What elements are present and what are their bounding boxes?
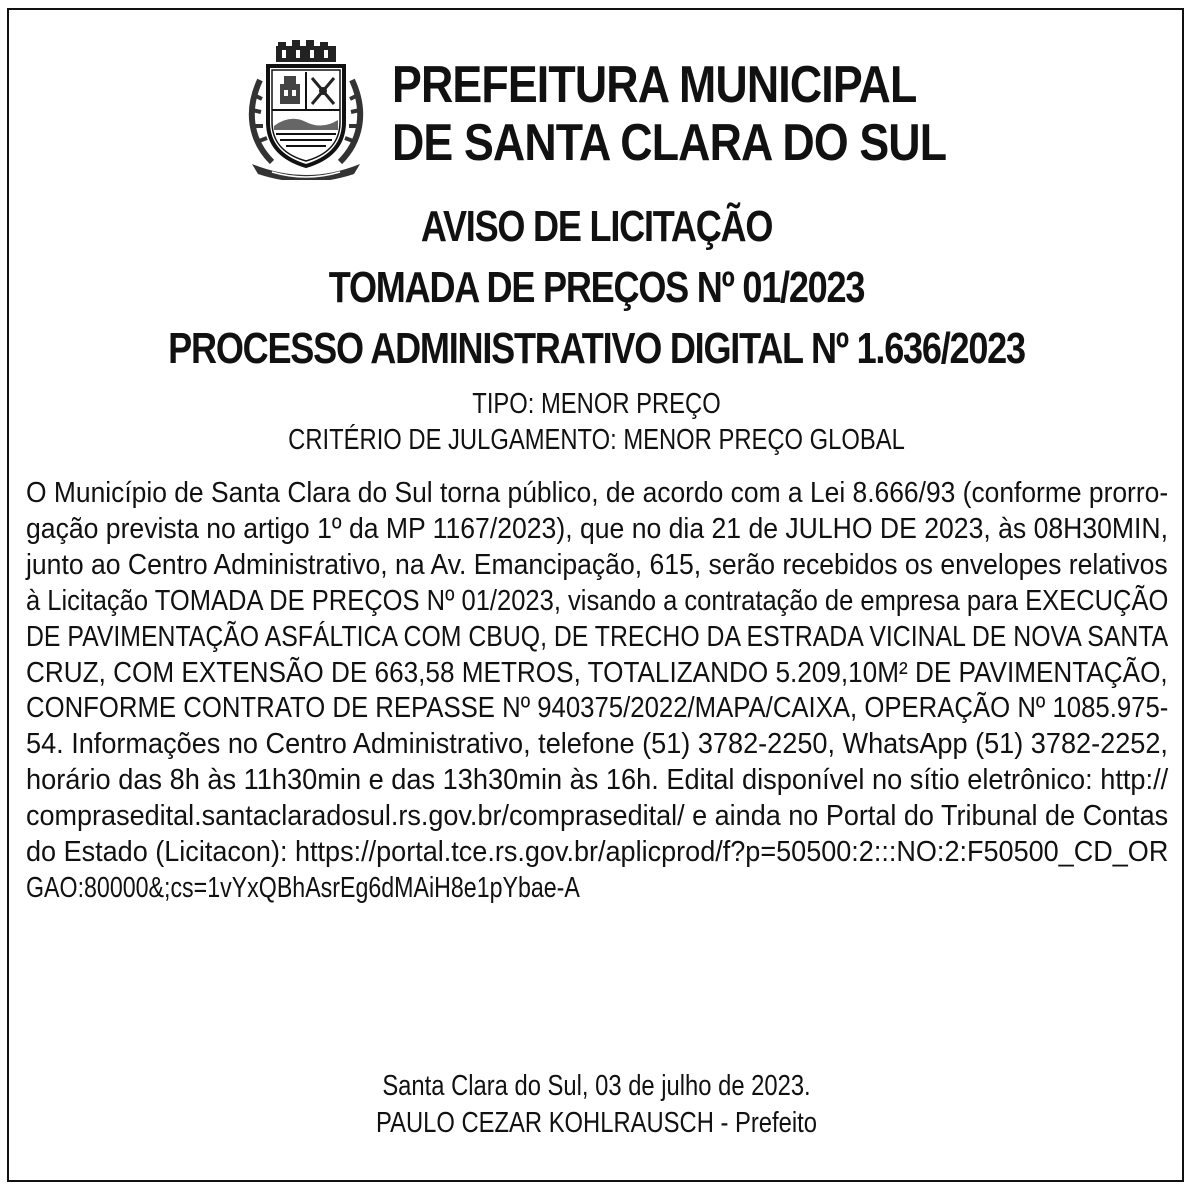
tender-number: TOMADA DE PREÇOS Nº 01/2023 [328,263,865,312]
tender-type: TIPO: MENOR PREÇO [472,388,721,420]
signer-name: PAULO CEZAR KOHLRAUSCH - Prefeito [376,1107,817,1139]
judgment-criterion: CRITÉRIO DE JULGAMENTO: MENOR PREÇO GLOBAL [288,424,905,456]
municipal-crest-icon [242,40,370,180]
body-text-line: do Estado (Licitacon): https://portal.tce.rs.gov.br/aplicprod/f?p=50500:2:::NO:2:F50500_CD_OR [26,836,1169,869]
notice-title: AVISO DE LICITAÇÃO [420,202,773,251]
body-text-line: comprasedital.santaclaradosul.rs.gov.br/comprasedital/ e ainda no Portal do Tribunal de Contas [26,800,1169,833]
body-text-line: horário das 8h às 11h30min e das 13h30min às 16h. Edital disponível no sítio eletrônico: http:// [26,764,1169,797]
process-number: PROCESSO ADMINISTRATIVO DIGITAL Nº 1.636/2023 [168,324,1025,373]
notice-titles [0,196,1193,379]
organization-name [392,56,946,172]
org-name-line-1: PREFEITURA MUNICIPAL [392,56,917,114]
body-text-line: O Município de Santa Clara do Sul torna público, de acordo com a Lei 8.666/93 (conforme prorro- [26,477,1169,509]
notice-body [26,476,1168,907]
signature-block [0,1068,1193,1142]
body-text-line: 54. Informações no Centro Administrativo, telefone (51) 3782-2250, WhatsApp (51) 3782-2252, [26,728,1168,761]
place-and-date: Santa Clara do Sul, 03 de julho de 2023. [382,1070,811,1102]
org-name-line-2: DE SANTA CLARA DO SUL [392,114,947,172]
tender-meta [0,386,1193,458]
body-text-line: à Licitação TOMADA DE PREÇOS Nº 01/2023, visando a contratação de empresa para EXECUÇÃO [26,584,1169,617]
body-text-line: gação prevista no artigo 1º da MP 1167/2023), que no dia 21 de JULHO DE 2023, às 08H30MIN, [26,512,1169,545]
body-text-line: CRUZ, COM EXTENSÃO DE 663,58 METROS, TOTALIZANDO 5.209,10M² DE PAVIMENTAÇÃO, [26,656,1168,689]
header [242,40,962,180]
body-text-line: GAO:80000&;cs=1vYxQBhAsrEg6dMAiH8e1pYbae-A [26,871,580,904]
body-text-line: junto ao Centro Administrativo, na Av. Emancipação, 615, serão recebidos os envelopes relativos [26,548,1168,581]
body-text-line: DE PAVIMENTAÇÃO ASFÁLTICA COM CBUQ, DE TRECHO DA ESTRADA VICINAL DE NOVA SANTA [26,620,1169,653]
body-text-line: CONFORME CONTRATO DE REPASSE Nº 940375/2022/MAPA/CAIXA, OPERAÇÃO Nº 1085.975- [26,692,1169,725]
